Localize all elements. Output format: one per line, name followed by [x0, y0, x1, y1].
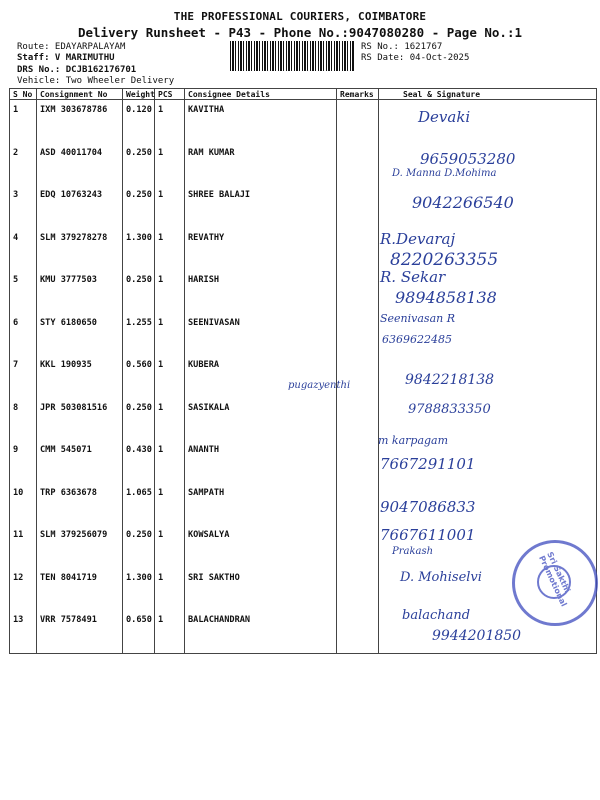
signature-11-phone: 7667611001 — [380, 526, 476, 544]
signature-3: 9042266540 — [412, 193, 514, 212]
table-row: 3 EDQ 10763243 0.250 1 SHREE BALAJI — [10, 185, 597, 228]
col-pcs: PCS — [155, 89, 185, 100]
signature-1: Devaki — [418, 108, 471, 126]
signature-12: D. Mohiselvi — [400, 570, 482, 585]
vehicle-label: Vehicle: Two Wheeler Delivery — [17, 76, 175, 86]
table-row: 5 KMU 3777503 0.250 1 HARISH — [10, 270, 597, 313]
signature-4-name: R.Devaraj — [380, 230, 456, 248]
table-row: 1 IXM 303678786 0.120 1 KAVITHA — [10, 100, 597, 143]
signature-5-phone: 9894858138 — [395, 288, 497, 307]
table-row: 12 TEN 8041719 1.300 1 SRI SAKTHO — [10, 568, 597, 611]
signature-8: 9788833350 — [408, 402, 491, 417]
table-row: 6 STY 6180650 1.255 1 SEENIVASAN — [10, 313, 597, 356]
table-row: 2 ASD 40011704 0.250 1 RAM KUMAR — [10, 143, 597, 186]
signature-13-name: balachand — [402, 608, 471, 623]
col-consignment: Consignment No — [37, 89, 123, 100]
table-header-row — [10, 89, 597, 100]
rs-date: RS Date: 04-Oct-2025 — [361, 53, 470, 63]
table-row: 11 SLM 379256079 0.250 1 KOWSALYA — [10, 525, 597, 568]
table-row: 7 KKL 190935 0.560 1 KUBERA — [10, 355, 597, 398]
table-row: 9 CMM 545071 0.430 1 ANANTH — [10, 440, 597, 483]
runsheet-table — [9, 88, 597, 654]
rs-number: RS No.: 1621767 — [361, 42, 443, 52]
staff-label: Staff: V MARIMUTHU — [17, 53, 115, 63]
table-row: 8 JPR 503081516 0.250 1 SASIKALA — [10, 398, 597, 441]
col-remarks: Remarks — [337, 89, 379, 100]
signature-9-name: m karpagam — [378, 434, 449, 447]
signature-11-name: Prakash — [392, 546, 434, 557]
col-weight: Weight — [123, 89, 155, 100]
signature-5-name: R. Sekar — [380, 268, 446, 286]
company-stamp: Sri Sakthi Promotional — [512, 540, 598, 626]
document-subtitle: Delivery Runsheet - P43 - Phone No.:9047080280 - Page No.:1 — [77, 25, 522, 40]
table-row: 10 TRP 6363678 1.065 1 SAMPATH — [10, 483, 597, 526]
signature-4-phone: 8220263355 — [390, 250, 499, 270]
document-title: THE PROFESSIONAL COURIERS, COIMBATORE — [173, 10, 427, 23]
table-row: 4 SLM 379278278 1.300 1 REVATHY — [10, 228, 597, 271]
signature-9-phone: 7667291101 — [380, 455, 476, 473]
signature-2-phone: 9659053280 — [420, 150, 516, 168]
col-sno: S No — [10, 89, 37, 100]
route-label: Route: EDAYARPALAYAM — [17, 42, 126, 52]
col-signature: Seal & Signature — [379, 89, 597, 100]
table-row: 13 VRR 7578491 0.650 1 BALACHANDRAN — [10, 610, 597, 653]
name-note: pugazyenthi — [288, 380, 351, 391]
signature-13-phone: 9944201850 — [432, 628, 522, 644]
signature-10-phone: 9047086833 — [380, 498, 476, 516]
barcode — [230, 41, 355, 71]
col-consignee: Consignee Details — [185, 89, 337, 100]
signature-6-phone: 6369622485 — [382, 333, 452, 346]
signature-6-name: Seenivasan R — [380, 312, 455, 325]
drs-number: DRS No.: DCJB162176701 — [17, 65, 137, 75]
signature-7: 9842218138 — [405, 372, 495, 388]
signature-2-name: D. Manna D.Mohima — [392, 168, 497, 179]
